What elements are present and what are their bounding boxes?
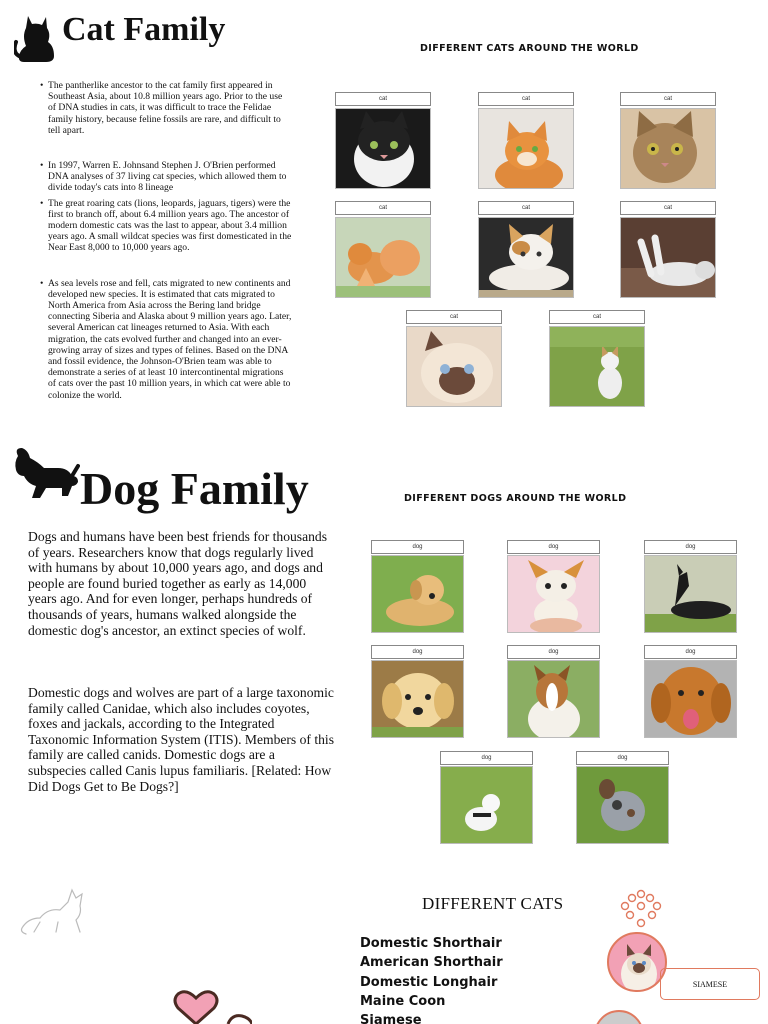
photo-label: dog (644, 540, 737, 554)
photo-label: cat (620, 92, 716, 106)
dog-silhouette-icon (10, 446, 80, 504)
dog-photo (644, 555, 737, 633)
cat-photo-card (478, 92, 574, 189)
siamese-tag: SIAMESE (660, 968, 760, 1000)
dog-family-title: Dog Family (80, 463, 309, 514)
cat-photo-card (549, 310, 645, 407)
breed-item: Maine Coon (360, 993, 446, 1009)
dog-photo-card (440, 751, 533, 844)
cat-bullet-list (40, 80, 292, 401)
cat-photo-card (620, 201, 716, 298)
breed-item: Domestic Longhair (360, 974, 498, 990)
dog-photo-card (576, 751, 669, 844)
cat-photo-card (620, 92, 716, 189)
dog-photo (507, 660, 600, 738)
photo-label: dog (371, 540, 464, 554)
photo-label: cat (478, 201, 574, 215)
cat-bullet-3: • The great roaring cats (lions, leopards, jaguars, tigers) were the first to branch off, about 6.4 million years ago. The ancestor of modern domestic cats was the last to appear, about 3.4 million years ago. A small wildcat species was first domesticated in the Near East 8,000 to 10,000 years ago. (40, 198, 292, 254)
cat-photo (549, 326, 645, 407)
photo-label: cat (335, 92, 431, 106)
cat-photo (478, 217, 574, 298)
siamese-photo (607, 932, 667, 992)
dog-photo (576, 766, 669, 844)
cat-photo-card (406, 310, 502, 407)
cat-outline-icon (18, 888, 88, 936)
dog-paragraph-2: Domestic dogs and wolves are part of a large taxonomic family called Canidae, which also includes coyotes, foxes and jackals, according to the Integrated Taxonomic Information System (ITIS). Members of this family are called canids. Domestic dogs are a subspecies called Canis lupus familiaris. [Related: How Did Dogs Get to Be Dogs?] (28, 685, 334, 794)
cat-family-title: Cat Family (62, 11, 226, 48)
photo-label: cat (335, 201, 431, 215)
dog-photo-card (371, 645, 464, 738)
cat-photo (335, 217, 431, 298)
photo-label: dog (644, 645, 737, 659)
photo-label: cat (478, 92, 574, 106)
cat-photo-card (335, 201, 431, 298)
dog-photo (440, 766, 533, 844)
cat-photo (478, 108, 574, 189)
cat-photo-card (478, 201, 574, 298)
cat-breed-list (360, 934, 503, 1024)
cat-gallery-title: DIFFERENT CATS AROUND THE WORLD (420, 43, 639, 54)
decorative-dots (616, 888, 666, 934)
photo-label: cat (406, 310, 502, 324)
cat-photo (620, 217, 716, 298)
breed-item: Domestic Shorthair (360, 936, 502, 951)
dog-paragraph-1: Dogs and humans have been best friends for thousands of years. Researchers know that dogs regularly lived with humans by about 10,000 years ago, and dogs and people are found buried together as early as 14,000 years ago. And for even longer, perhaps hundreds of thousands of years, humans walked alongside the domestic dog's ancestor, an extinct species of wolf. (28, 529, 327, 638)
dog-photo (507, 555, 600, 633)
breed-item: Siamese (360, 1013, 422, 1024)
dog-photo-card (507, 540, 600, 633)
dog-photo (644, 660, 737, 738)
cat-silhouette-icon (14, 12, 58, 64)
cat-bullet-2: • In 1997, Warren E. Johnsand Stephen J. O'Brien performed DNA analyses of 37 living cat species, which allowed them to divide today's cats into 8 lineage (40, 160, 292, 194)
cat-photo (620, 108, 716, 189)
different-cats-title: DIFFERENT CATS (422, 894, 564, 913)
photo-label: dog (440, 751, 533, 765)
dog-photo-card (371, 540, 464, 633)
cat-photo (406, 326, 502, 407)
photo-label: cat (549, 310, 645, 324)
cat-bullet-1: • The pantherlike ancestor to the cat family first appeared in Southeast Asia, about 10.8 million years ago. Prior to the use of DNA studies in cats, it was difficult to trace the Felidae family history, because feline fossils are rare, and difficult to tell apart. (40, 80, 292, 136)
breed-photo-partial (594, 1010, 644, 1024)
cat-bullet-4: • As sea levels rose and fell, cats migrated to new continents and developed new species. It is estimated that cats migrated to North America from Asia across the Bering land bridge connecting Siberia and Alaska about 9 million years ago. Later, several American cat lineages returned to Asia. With each migration, the cats evolved further and changed into an ever-growing array of sizes and types of felines. Based on the DNA and fossil evidence, the Johnson-O'Brien team was able to demonstrate a series of at least 10 intercontinental migrations of cats over the past 10 million years, in which cat were able to colonize the world. (40, 278, 292, 401)
dog-gallery-title: DIFFERENT DOGS AROUND THE WORLD (404, 493, 627, 504)
dog-photo-card (644, 645, 737, 738)
photo-label: cat (620, 201, 716, 215)
cat-photo (335, 108, 431, 189)
heart-icon (172, 990, 252, 1024)
photo-label: dog (507, 645, 600, 659)
breed-item: American Shorthair (360, 955, 503, 971)
photo-label: dog (507, 540, 600, 554)
dog-photo-card (507, 645, 600, 738)
dog-photo-card (644, 540, 737, 633)
photo-label: dog (371, 645, 464, 659)
cat-photo-card (335, 92, 431, 189)
dog-photo (371, 660, 464, 738)
dog-photo (371, 555, 464, 633)
photo-label: dog (576, 751, 669, 765)
